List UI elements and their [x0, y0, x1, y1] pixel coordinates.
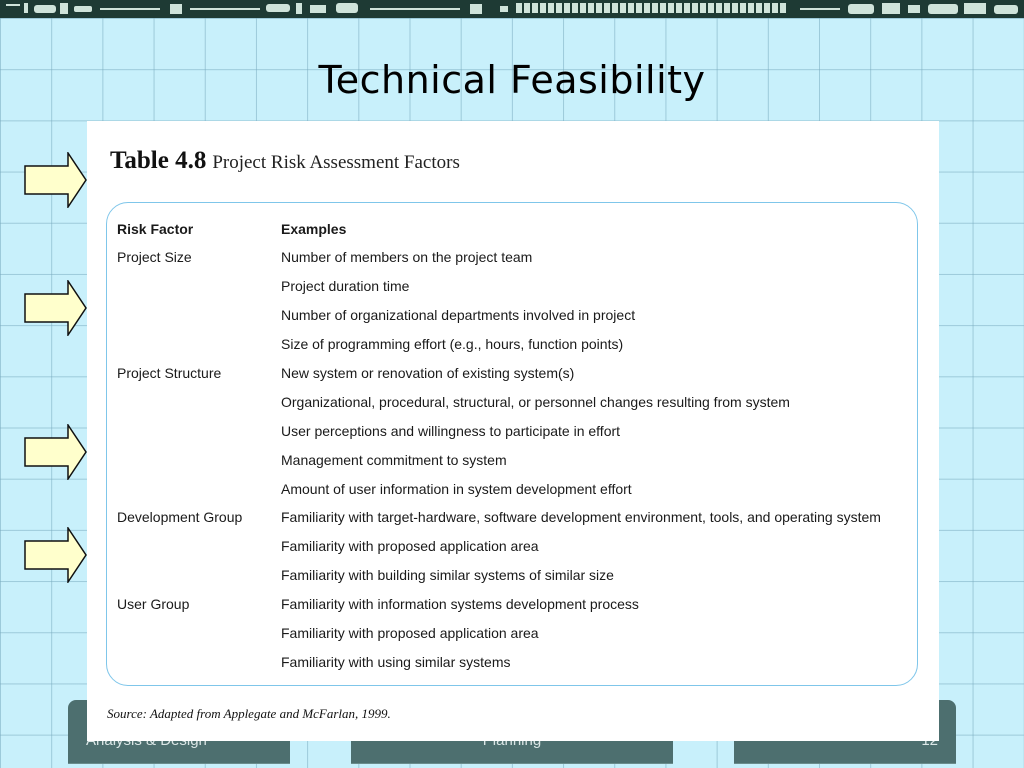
risk-factor-cell: Project Structure — [117, 365, 222, 381]
table-row — [117, 647, 881, 676]
table-row — [117, 503, 881, 532]
risk-factor-cell — [117, 272, 281, 301]
table-header-row — [117, 215, 881, 243]
table-row — [117, 445, 881, 474]
risk-factor-cell — [117, 416, 281, 445]
example-cell: Number of organizational departments involved in project — [281, 307, 636, 324]
right-arrow-icon — [24, 527, 88, 583]
risk-factor-cell — [117, 647, 281, 676]
table-row — [117, 243, 881, 272]
right-arrow-icon — [24, 424, 88, 480]
example-cell: Size of programming effort (e.g., hours, function points) — [281, 336, 624, 353]
example-cell: Number of members on the project team — [281, 249, 533, 266]
example-cell: Familiarity with information systems development process — [281, 596, 639, 613]
risk-factor-cell — [117, 532, 281, 561]
table-row — [117, 330, 881, 359]
example-cell: Management commitment to system — [281, 451, 507, 468]
table-row — [117, 272, 881, 301]
risk-factor-cell: User Group — [117, 596, 190, 613]
risk-assessment-table — [117, 215, 881, 676]
example-cell: Project duration time — [281, 278, 410, 295]
risk-table-figure — [87, 121, 939, 741]
risk-factor-cell: Project Size — [117, 249, 192, 266]
risk-factor-cell — [117, 301, 281, 330]
example-cell: Amount of user information in system development effort — [281, 480, 632, 497]
risk-factor-cell — [117, 387, 281, 416]
risk-factor-cell: Development Group — [117, 509, 243, 526]
example-cell: Familiarity with proposed application area — [281, 538, 539, 555]
table-row — [117, 561, 881, 590]
example-cell: New system or renovation of existing system(s) — [281, 365, 575, 381]
header-examples: Examples — [281, 221, 347, 237]
risk-factor-cell — [117, 619, 281, 648]
header-risk-factor: Risk Factor — [117, 221, 194, 237]
example-cell: Familiarity with building similar systems of similar size — [281, 567, 614, 584]
right-arrow-icon — [24, 152, 88, 208]
risk-factor-cell — [117, 445, 281, 474]
table-row — [117, 301, 881, 330]
table-row — [117, 474, 881, 503]
example-cell: User perceptions and willingness to participate in effort — [281, 422, 621, 439]
risk-factor-cell — [117, 561, 281, 590]
example-cell: Familiarity with using similar systems — [281, 653, 511, 670]
table-title: Project Risk Assessment Factors — [212, 152, 460, 173]
example-cell: Organizational, procedural, structural, or personnel changes resulting from system — [281, 393, 790, 410]
table-row — [117, 387, 881, 416]
table-row — [117, 416, 881, 445]
example-cell: Familiarity with proposed application area — [281, 625, 539, 642]
source-note: Source: Adapted from Applegate and McFarlan, 1999. — [107, 706, 391, 721]
slide-title: Technical Feasibility — [318, 58, 706, 102]
table-row — [117, 619, 881, 648]
table-row — [117, 532, 881, 561]
table-number: Table 4.8 — [110, 147, 207, 174]
risk-factor-cell — [117, 330, 281, 359]
table-row — [117, 359, 881, 388]
example-cell: Familiarity with target-hardware, software development environment, tools, and operating system — [281, 509, 881, 526]
top-decorative-banner — [0, 0, 1024, 18]
table-row — [117, 590, 881, 619]
circuit-pattern-icon — [0, 0, 1024, 18]
right-arrow-icon — [24, 280, 88, 336]
table-caption — [110, 147, 460, 175]
risk-factor-cell — [117, 474, 281, 503]
